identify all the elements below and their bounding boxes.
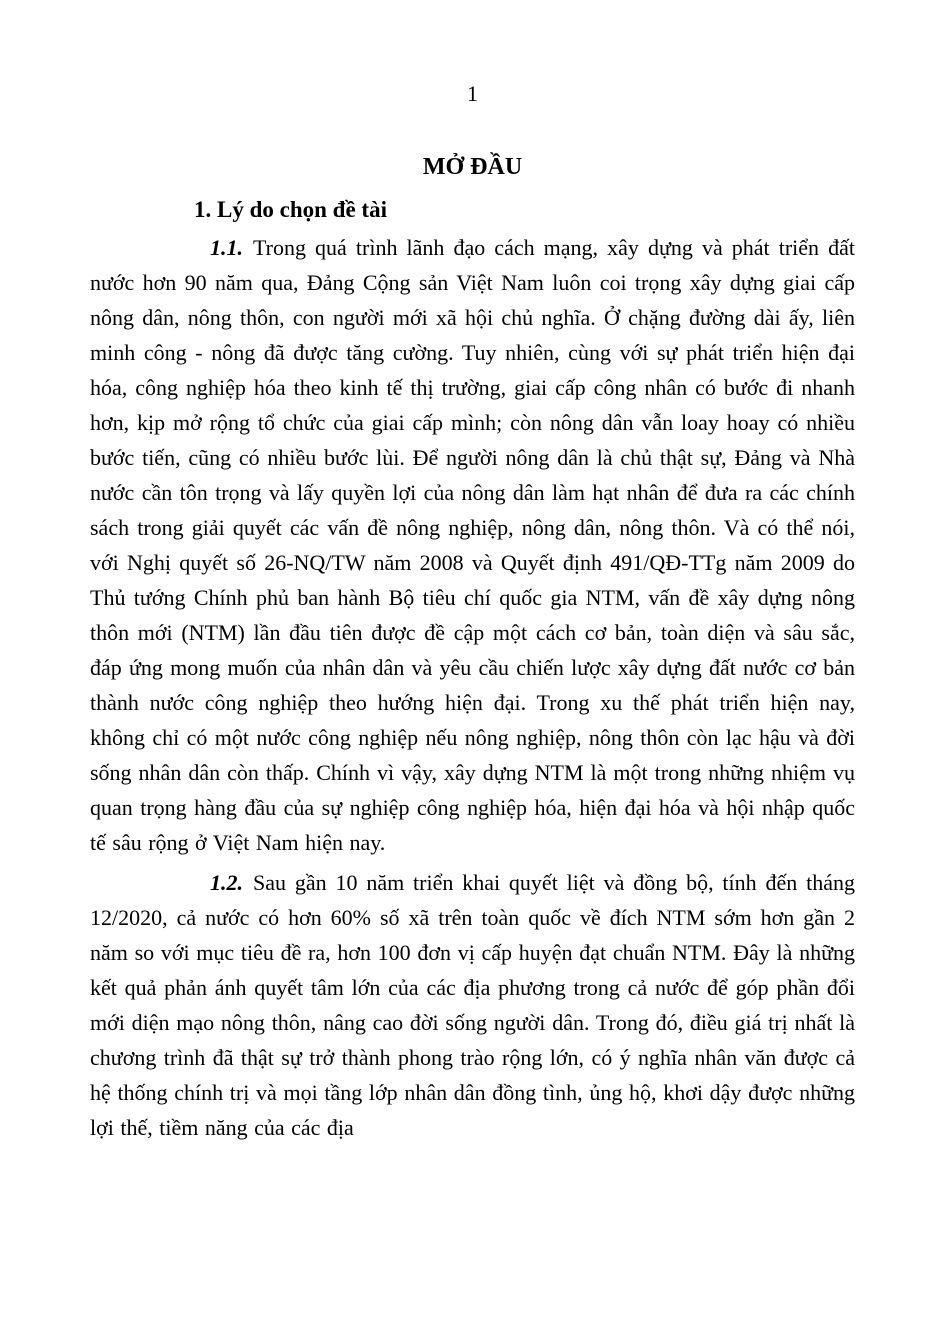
page-number: 1 [467,81,478,106]
paragraph-1-1 [90,230,855,860]
paragraph-1-2-text: Sau gần 10 năm triển khai quyết liệt và đồng bộ, tính đến tháng 12/2020, cả nước có hơn 60% số xã trên toàn quốc về đích NTM sớm hơn gần 2 năm so với mục tiêu đề ra, hơn 100 đơn vị cấp huyện đạt chuẩn NTM. Đây là những kết quả phản ánh quyết tâm lớn của các địa phương trong cả nước để góp phần đổi mới diện mạo nông thôn, nâng cao đời sống người dân. Trong đó, điều giá trị nhất là chương trình đã thật sự trở thành phong trào rộng lớn, có ý nghĩa nhân văn được cả hệ thống chính trị và mọi tầng lớp nhân dân đồng tình, ủng hộ, khơi dậy được những lợi thế, tiềm năng của các địa [90,870,855,1140]
paragraph-1-2-leader: 1.2. [210,870,243,895]
paragraph-1-2 [90,865,855,1145]
paragraph-1-1-leader: 1.1. [210,235,243,260]
section-heading: 1. Lý do chọn đề tài [194,197,387,222]
paragraph-1-1-text: Trong quá trình lãnh đạo cách mạng, xây dựng và phát triển đất nước hơn 90 năm qua, Đảng Cộng sản Việt Nam luôn coi trọng xây dựng giai cấp nông dân, nông thôn, con người mới xã hội chủ nghĩa. Ở chặng đường dài ấy, liên minh công - nông đã được tăng cường. Tuy nhiên, cùng với sự phát triển hiện đại hóa, công nghiệp hóa theo kinh tế thị trường, giai cấp công nhân có bước đi nhanh hơn, kịp mở rộng tổ chức của giai cấp mình; còn nông dân vẫn loay hoay có nhiều bước tiến, cũng có nhiều bước lùi. Để người nông dân là chủ thật sự, Đảng và Nhà nước cần tôn trọng và lấy quyền lợi của nông dân làm hạt nhân để đưa ra các chính sách trong giải quyết các vấn đề nông nghiệp, nông dân, nông thôn. Và có thể nói, với Nghị quyết số 26-NQ/TW năm 2008 và Quyết định 491/QĐ-TTg năm 2009 do Thủ tướng Chính phủ ban hành Bộ tiêu chí quốc gia NTM, vấn đề xây dựng nông thôn mới (NTM) lần đầu tiên được đề cập một cách cơ bản, toàn diện và sâu sắc, đáp ứng mong muốn của nhân dân và yêu cầu chiến lược xây dựng đất nước cơ bản thành nước công nghiệp theo hướng hiện đại. Trong xu thế phát triển hiện nay, không chỉ có một nước công nghiệp nếu nông nghiệp, nông thôn còn lạc hậu và đời sống nhân dân còn thấp. Chính vì vậy, xây dựng NTM là một trong những nhiệm vụ quan trọng hàng đầu của sự nghiệp công nghiệp hóa, hiện đại hóa và hội nhập quốc tế sâu rộng ở Việt Nam hiện nay. [90,235,855,855]
document-title: MỞ ĐẦU [422,154,523,180]
